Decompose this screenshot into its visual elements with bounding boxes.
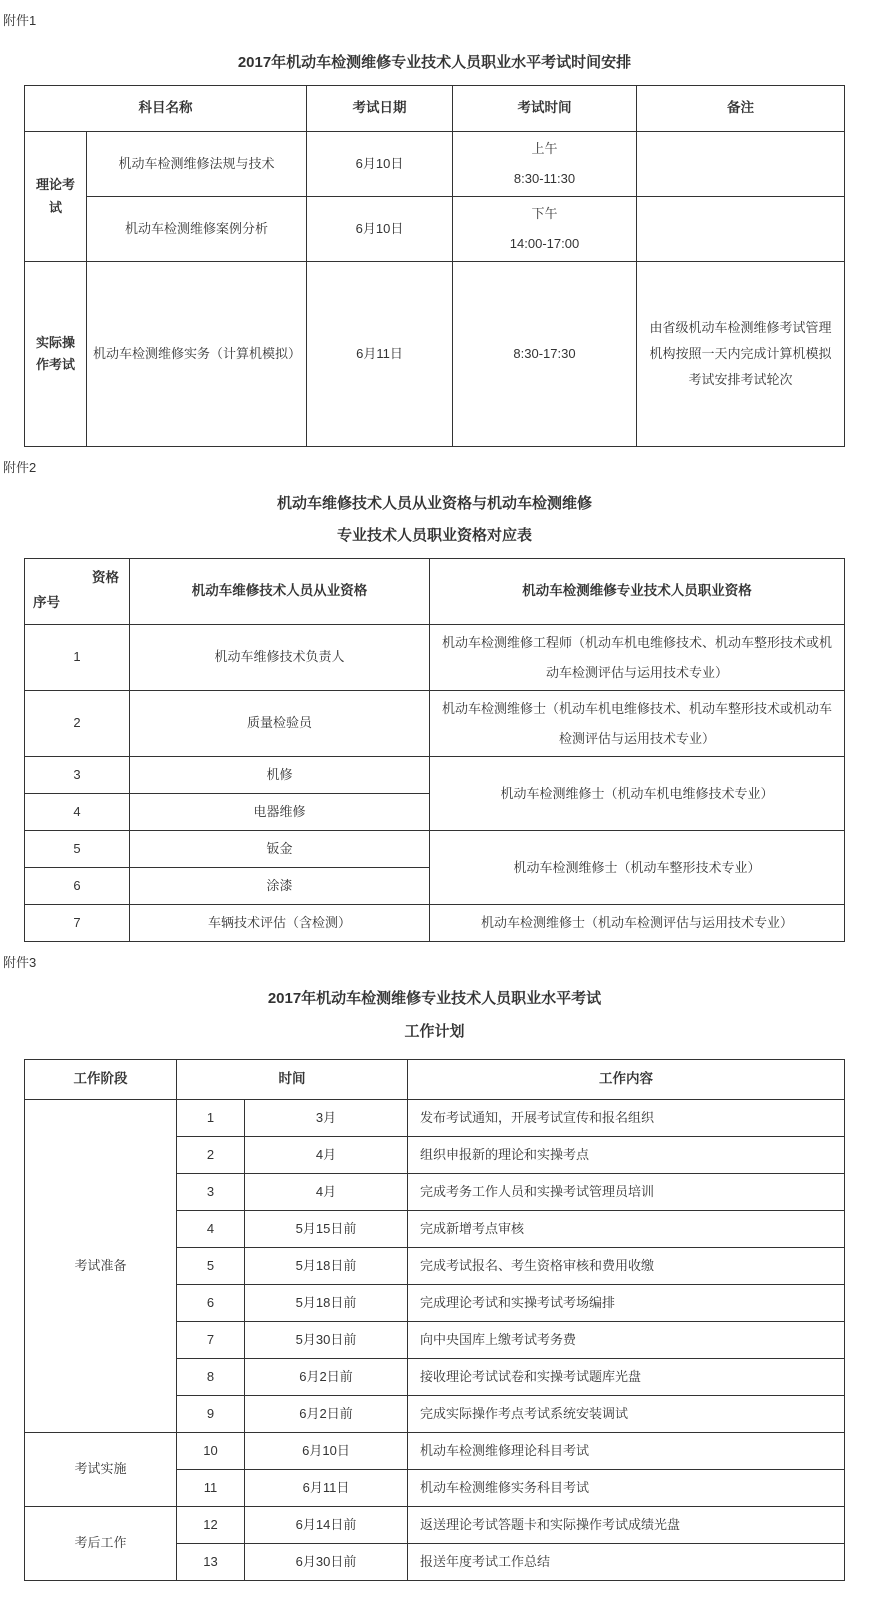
table-row	[25, 831, 845, 868]
table-row	[25, 625, 845, 691]
header-from-qualification: 机动车维修技术人员从业资格	[130, 559, 430, 625]
cell-content: 返送理论考试答题卡和实际操作考试成绩光盘	[408, 1507, 845, 1544]
attachment1-label: 附件1	[3, 13, 37, 28]
cell-time: 8:30-17:30	[453, 262, 637, 447]
work-plan-title-line1: 2017年机动车检测维修专业技术人员职业水平考试	[267, 990, 602, 1007]
cell-to-merged: 机动车检测维修士（机动车机电维修技术专业）	[430, 757, 845, 831]
cell-subject: 机动车检测维修案例分析	[87, 197, 307, 262]
header-time: 时间	[177, 1060, 408, 1100]
qualification-map-table	[24, 558, 845, 942]
time-range: 8:30-11:30	[513, 171, 576, 186]
header-corner	[25, 559, 130, 625]
cell-time: 6月2日前	[245, 1396, 408, 1433]
cell-content: 完成理论考试和实操考试考场编排	[408, 1285, 845, 1322]
cell-from: 电器维修	[130, 794, 430, 831]
cell-content: 接收理论考试试卷和实操考试题库光盘	[408, 1359, 845, 1396]
cell-to-merged: 机动车检测维修士（机动车整形技术专业）	[430, 831, 845, 905]
cell-no: 6	[25, 868, 130, 905]
cell-no: 6	[177, 1285, 245, 1322]
cell-content: 发布考试通知，开展考试宣传和报名组织	[408, 1100, 845, 1137]
cell-from: 机动车维修技术负责人	[130, 625, 430, 691]
attachment2-label: 附件2	[3, 460, 37, 475]
table-header-row	[25, 86, 845, 132]
exam-schedule-table	[24, 85, 845, 447]
cell-no: 7	[177, 1322, 245, 1359]
table-row	[25, 1433, 845, 1470]
cell-content: 机动车检测维修实务科目考试	[408, 1470, 845, 1507]
attachment3-label: 附件3	[3, 955, 37, 970]
qualification-map-title-line2: 专业技术人员职业资格对应表	[336, 527, 532, 544]
cell-no: 1	[177, 1100, 245, 1137]
cell-date: 6月10日	[307, 197, 453, 262]
cell-from: 钣金	[130, 831, 430, 868]
cell-subject: 机动车检测维修实务（计算机模拟）	[87, 262, 307, 447]
cell-remark	[637, 197, 845, 262]
cell-time: 3月	[245, 1100, 408, 1137]
cell-no: 2	[25, 691, 130, 757]
cell-no: 3	[177, 1174, 245, 1211]
cell-no: 10	[177, 1433, 245, 1470]
work-plan-title-line2: 工作计划	[404, 1023, 465, 1040]
cell-no: 12	[177, 1507, 245, 1544]
cell-from: 质量检验员	[130, 691, 430, 757]
cell-time: 5月18日前	[245, 1248, 408, 1285]
cell-from: 车辆技术评估（含检测）	[130, 905, 430, 942]
cell-to: 机动车检测维修工程师（机动车机电维修技术、机动车整形技术或机动车检测评估与运用技术专业）	[430, 625, 845, 691]
header-to-qualification: 机动车检测维修专业技术人员职业资格	[430, 559, 845, 625]
cell-no: 13	[177, 1544, 245, 1581]
time-period: 上午	[531, 141, 558, 156]
time-period: 下午	[531, 206, 558, 221]
cell-stage-post-exam: 考后工作	[25, 1507, 177, 1581]
cell-time: 6月11日	[245, 1470, 408, 1507]
cell-no: 1	[25, 625, 130, 691]
cell-date: 6月10日	[307, 132, 453, 197]
table-row	[25, 1507, 845, 1544]
exam-schedule-title: 2017年机动车检测维修专业技术人员职业水平考试时间安排	[237, 54, 632, 71]
cell-content: 机动车检测维修理论科目考试	[408, 1433, 845, 1470]
qualification-map-title-line1: 机动车维修技术人员从业资格与机动车检测维修	[276, 495, 592, 512]
cell-content: 完成新增考点审核	[408, 1211, 845, 1248]
cell-time: 4月	[245, 1137, 408, 1174]
cell-time: 5月30日前	[245, 1322, 408, 1359]
cell-subject: 机动车检测维修法规与技术	[87, 132, 307, 197]
cell-no: 5	[25, 831, 130, 868]
cell-time: 6月30日前	[245, 1544, 408, 1581]
cell-date: 6月11日	[307, 262, 453, 447]
cell-time: 5月18日前	[245, 1285, 408, 1322]
cell-content: 完成考务工作人员和实操考试管理员培训	[408, 1174, 845, 1211]
cell-no: 2	[177, 1137, 245, 1174]
table-row	[25, 262, 845, 447]
cell-from: 机修	[130, 757, 430, 794]
table-row	[25, 132, 845, 197]
cell-time: 4月	[245, 1174, 408, 1211]
cell-content: 向中央国库上缴考试考务费	[408, 1322, 845, 1359]
header-remark: 备注	[637, 86, 845, 132]
time-range: 14:00-17:00	[509, 236, 580, 251]
cell-time: 5月15日前	[245, 1211, 408, 1248]
cell-stage-practical: 实际操作考试	[25, 262, 87, 447]
cell-no: 7	[25, 905, 130, 942]
corner-label-serial: 序号	[33, 595, 60, 611]
cell-to: 机动车检测维修士（机动车机电维修技术、机动车整形技术或机动车检测评估与运用技术专业）	[430, 691, 845, 757]
cell-from: 涂漆	[130, 868, 430, 905]
table-row	[25, 905, 845, 942]
cell-no: 11	[177, 1470, 245, 1507]
cell-no: 8	[177, 1359, 245, 1396]
cell-time: 6月2日前	[245, 1359, 408, 1396]
cell-no: 4	[177, 1211, 245, 1248]
cell-remark: 由省级机动车检测维修考试管理机构按照一天内完成计算机模拟考试安排考试轮次	[637, 262, 845, 447]
header-subject-name: 科目名称	[25, 86, 307, 132]
header-work-content: 工作内容	[408, 1060, 845, 1100]
cell-stage-preparation: 考试准备	[25, 1100, 177, 1433]
table-row	[25, 691, 845, 757]
header-exam-time: 考试时间	[453, 86, 637, 132]
cell-remark	[637, 132, 845, 197]
header-work-stage: 工作阶段	[25, 1060, 177, 1100]
table-row	[25, 197, 845, 262]
cell-to: 机动车检测维修士（机动车检测评估与运用技术专业）	[430, 905, 845, 942]
cell-no: 9	[177, 1396, 245, 1433]
work-plan-table	[24, 1059, 845, 1581]
cell-stage-theory: 理论考试	[25, 132, 87, 262]
cell-time: 6月10日	[245, 1433, 408, 1470]
cell-no: 3	[25, 757, 130, 794]
cell-no: 5	[177, 1248, 245, 1285]
cell-content: 完成实际操作考点考试系统安装调试	[408, 1396, 845, 1433]
cell-time: 6月14日前	[245, 1507, 408, 1544]
table-header-row	[25, 1060, 845, 1100]
table-header-row	[25, 559, 845, 625]
cell-time	[453, 132, 637, 197]
cell-content: 报送年度考试工作总结	[408, 1544, 845, 1581]
cell-time	[453, 197, 637, 262]
table-row	[25, 757, 845, 794]
header-exam-date: 考试日期	[307, 86, 453, 132]
cell-stage-implementation: 考试实施	[25, 1433, 177, 1507]
cell-content: 完成考试报名、考生资格审核和费用收缴	[408, 1248, 845, 1285]
table-row	[25, 1100, 845, 1137]
cell-no: 4	[25, 794, 130, 831]
corner-label-qualification: 资格	[92, 570, 119, 585]
cell-content: 组织申报新的理论和实操考点	[408, 1137, 845, 1174]
